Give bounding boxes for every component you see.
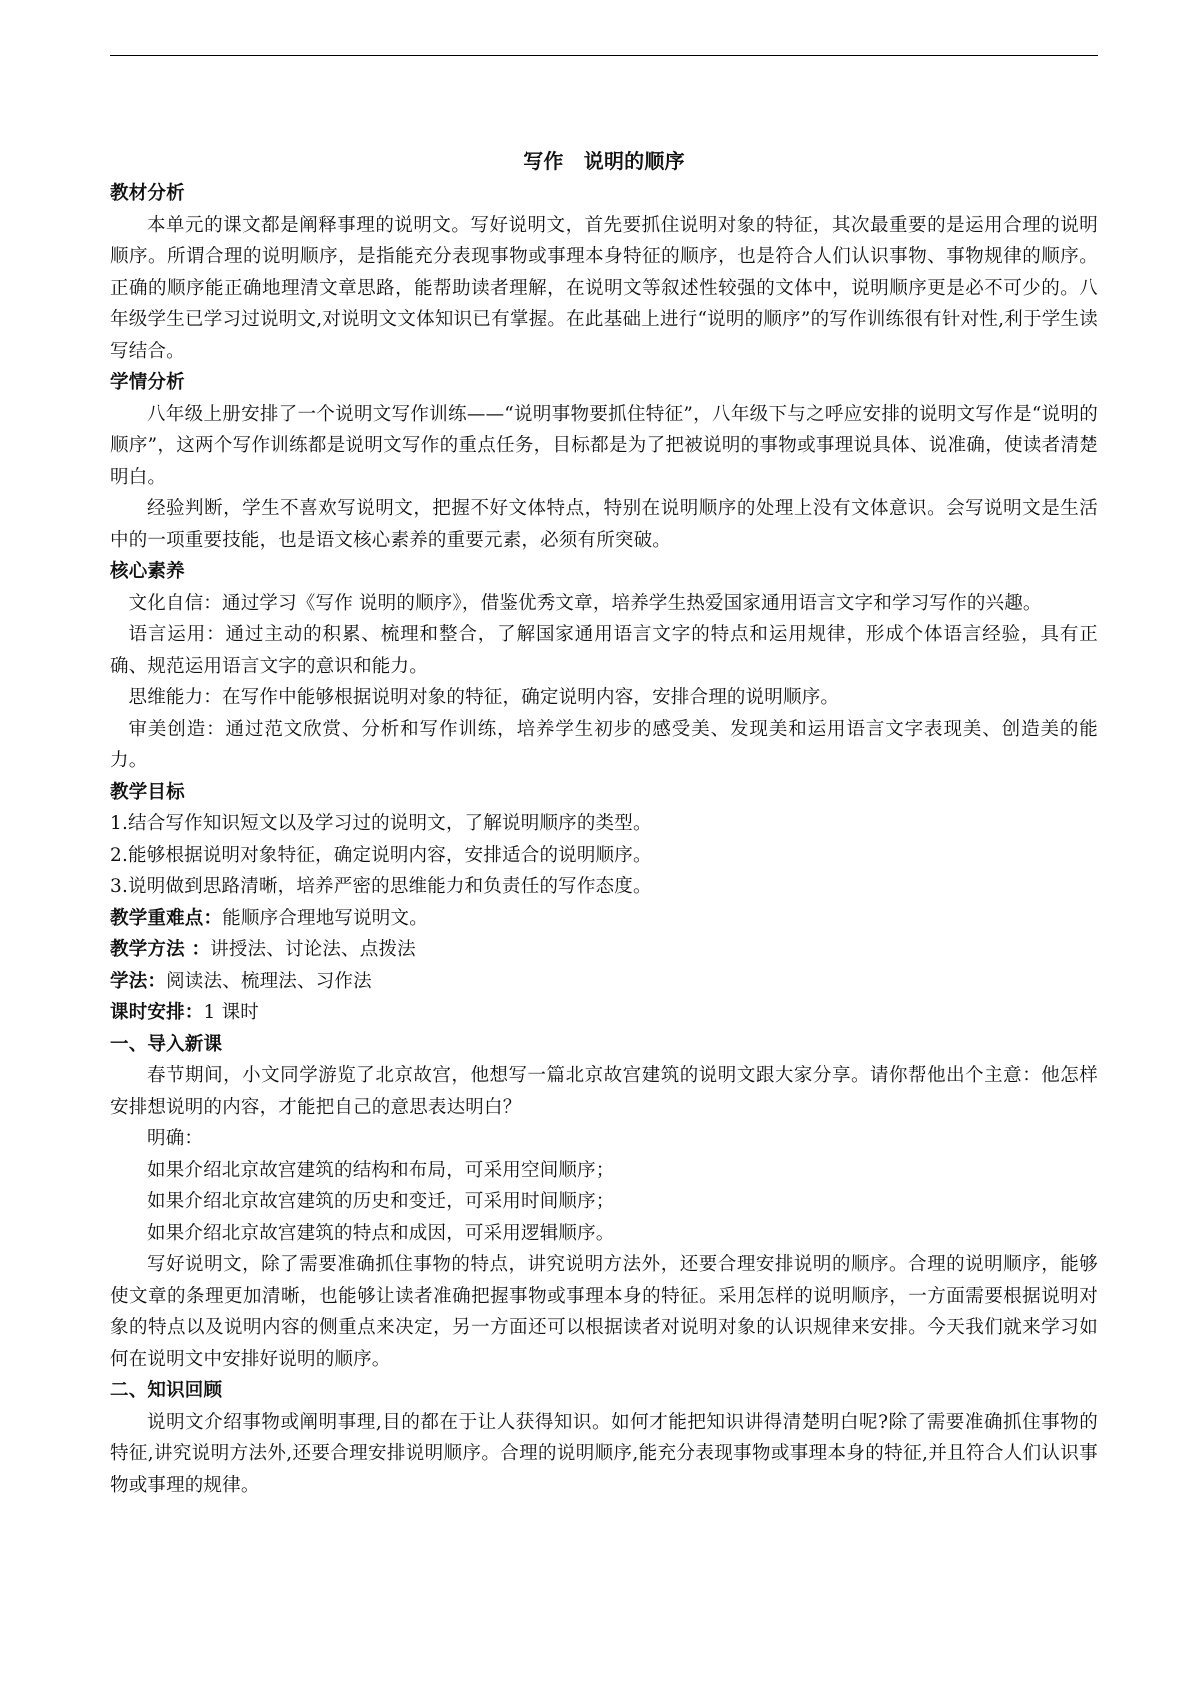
document-title: 写作 说明的顺序	[523, 149, 685, 173]
schedule-line	[110, 997, 1098, 1029]
method-line	[110, 934, 1098, 966]
document-body	[110, 144, 1098, 1501]
section-heading-students: 学情分析	[110, 372, 185, 393]
section-heading-textbook: 教材分析	[110, 183, 185, 204]
intro-clarify: 明确：	[147, 1128, 204, 1149]
study-label: 学法：	[110, 970, 167, 992]
literacy-language: 语言运用：通过主动的积累、梳理和整合，了解国家通用语言文字的特点和运用规律，形成个体语言经验，具有正确、规范运用语言文字的意识和能力。	[110, 624, 1098, 677]
method-label: 教学方法 ：	[110, 939, 211, 960]
intro-paragraph-2: 写好说明文，除了需要准确抓住事物的特点，讲究说明方法外，还要合理安排说明的顺序。合理的说明顺序，能够使文章的条理更加清晰，也能够让读者准确把握事物或事理本身的特征。采用怎样的说明顺序，一方面需要根据说明对象的特点以及说明内容的侧重点来决定，另一方面还可以根据读者对说明对象的认识规律来安排。今天我们就来学习如何在说明文中安排好说明的顺序。	[110, 1254, 1098, 1370]
study-value: 阅读法、梳理法、习作法	[166, 970, 372, 992]
keypoint-value: 能顺序合理地写说明文。	[222, 907, 428, 929]
keypoint-line	[110, 903, 1098, 935]
study-line	[110, 966, 1098, 998]
students-paragraph-1: 八年级上册安排了一个说明文写作训练——“说明事物要抓住特征”，八年级下与之呼应安排的说明文写作是“说明的顺序”，这两个写作训练都是说明文写作的重点任务，目标都是为了把被说明的事物或事理说具体、说准确，使读者清楚明白。	[110, 403, 1098, 488]
schedule-value: 1 课时	[203, 1002, 259, 1023]
section-heading-intro: 一、导入新课	[110, 1033, 223, 1055]
method-value: 讲授法、讨论法、点拨法	[210, 939, 416, 960]
section-heading-goals: 教学目标	[110, 781, 185, 803]
literacy-thinking: 思维能力：在写作中能够根据说明对象的特征，确定说明内容，安排合理的说明顺序。	[128, 687, 840, 708]
literacy-aesthetic: 审美创造：通过范文欣赏、分析和写作训练，培养学生初步的感受美、发现美和运用语言文字表现美、创造美的能力。	[110, 718, 1098, 771]
goal-item-2: 2.能够根据说明对象特征，确定说明内容，安排适合的说明顺序。	[110, 844, 652, 866]
intro-line-1: 如果介绍北京故宫建筑的结构和布局，可采用空间顺序；	[147, 1159, 615, 1181]
section-heading-literacy: 核心素养	[110, 561, 185, 582]
intro-line-3: 如果介绍北京故宫建筑的特点和成因，可采用逻辑顺序。	[147, 1222, 615, 1244]
goal-item-3: 3.说明做到思路清晰，培养严密的思维能力和负责任的写作态度。	[110, 876, 652, 897]
intro-paragraph-1: 春节期间，小文同学游览了北京故宫，他想写一篇北京故宫建筑的说明文跟大家分享。请你帮他出个主意：他怎样安排想说明的内容，才能把自己的意思表达明白？	[110, 1065, 1098, 1118]
textbook-paragraph: 本单元的课文都是阐释事理的说明文。写好说明文，首先要抓住说明对象的特征，其次最重要的是运用合理的说明顺序。所谓合理的说明顺序，是指能充分表现事物或事理本身特征的顺序，也是符合人们认识事物、事物规律的顺序。正确的顺序能正确地理清文章思路，能帮助读者理解，在说明文等叙述性较强的文体中，说明顺序更是必不可少的。八年级学生已学习过说明文,对说明文文体知识已有掌握。在此基础上进行“说明的顺序”的写作训练很有针对性,利于学生读写结合。	[110, 214, 1098, 362]
literacy-culture: 文化自信：通过学习《写作 说明的顺序》，借鉴优秀文章，培养学生热爱国家通用语言文字和学习写作的兴趣。	[128, 592, 1042, 614]
review-paragraph: 说明文介绍事物或阐明事理,目的都在于让人获得知识。如何才能把知识讲得清楚明白呢?除了需要准确抓住事物的特征,讲究说明方法外,还要合理安排说明顺序。合理的说明顺序,能充分表现事物或事理本身的特征,并且符合人们认识事物或事理的规律。	[110, 1411, 1098, 1496]
students-paragraph-2: 经验判断，学生不喜欢写说明文，把握不好文体特点，特别在说明顺序的处理上没有文体意识。会写说明文是生活中的一项重要技能，也是语文核心素养的重要元素，必须有所突破。	[110, 498, 1098, 551]
intro-line-2: 如果介绍北京故宫建筑的历史和变迁，可采用时间顺序；	[147, 1191, 615, 1212]
header-rule	[110, 55, 1098, 56]
keypoint-label: 教学重难点：	[110, 907, 223, 929]
schedule-label: 课时安排：	[110, 1002, 204, 1023]
section-heading-review: 二、知识回顾	[110, 1380, 223, 1401]
goal-item-1: 1.结合写作知识短文以及学习过的说明文，了解说明顺序的类型。	[110, 813, 652, 834]
